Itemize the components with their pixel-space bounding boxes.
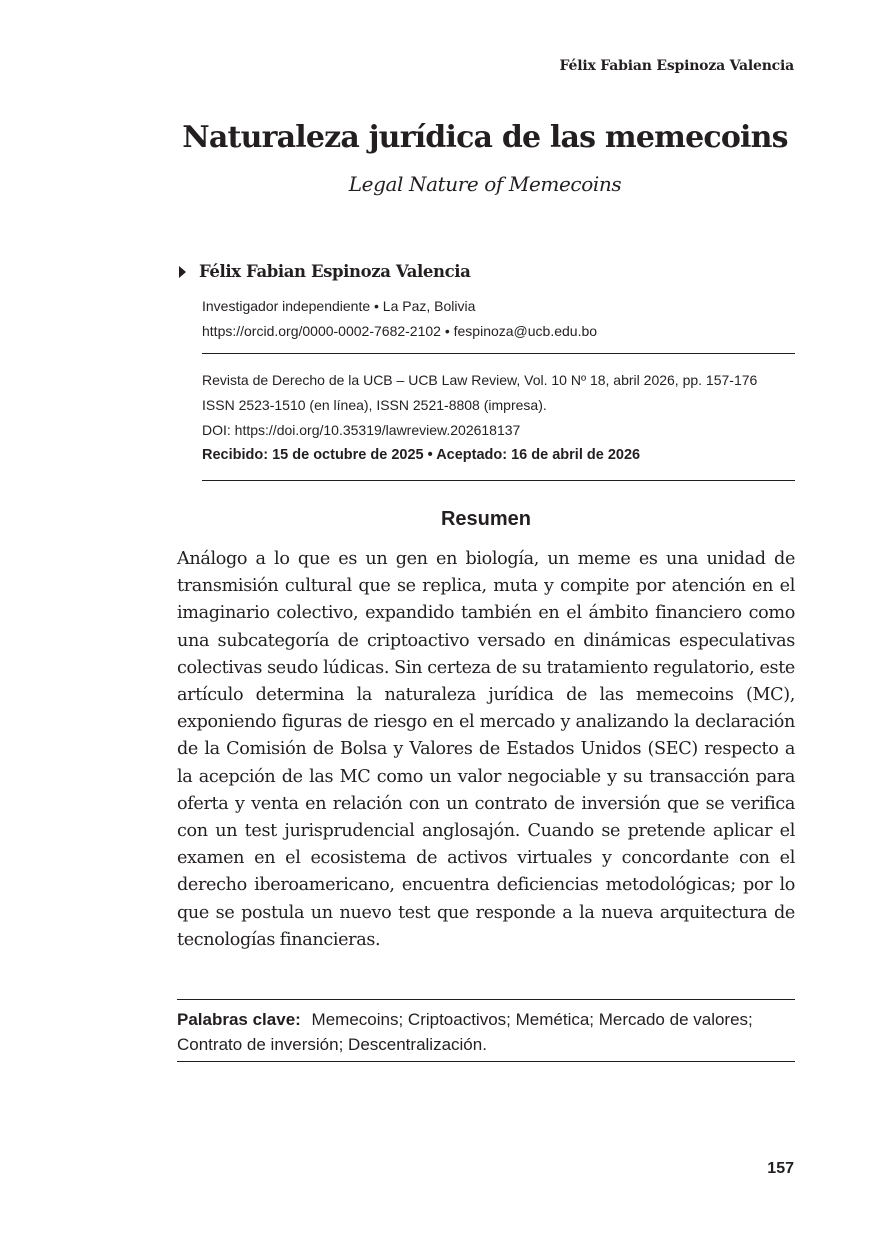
author-row [178,262,470,281]
received-accepted-dates: Recibido: 15 de octubre de 2025 • Aceptado: 16 de abril de 2026 [202,447,641,463]
divider-top [202,353,795,354]
journal-citation: Revista de Derecho de la UCB – UCB Law Review, Vol. 10 Nº 18, abril 2026, pp. 157-176 [202,372,758,388]
author-contact: https://orcid.org/0000-0002-7682-2102 • fespinoza@ucb.edu.bo [202,323,598,339]
article-title: Naturaleza jurídica de las memecoins [182,120,788,155]
abstract-body: Análogo a lo que es un gen en biología, un meme es una unidad de transmisión cultural que se replica, muta y compite por atención en el imaginario colectivo, expandido también en el ámbito financiero como una subcategoría de criptoactivo versado en dinámicas especulativas colectivas seudo lúdicas. Sin certeza de su tratamiento regulatorio, este artículo determina la naturaleza jurídica de las memecoins (MC), exponiendo figuras de riesgo en el mercado y analizando la declaración de la Comisión de Bolsa y Valores de Estados Unidos (SEC) respecto a la acepción de las MC como un valor negociable y su transacción para oferta y venta en relación con un contrato de inversión que se verifica con un test jurisprudencial anglosajón. Cuando se pretende aplicar el examen en el ecosistema de activos virtuales y concordante con el derecho iberoamericano, encuentra deficiencias metodológicas; por lo que se postula un nuevo test que responde a la nueva arquitectura de tecnologías financieras. [177,549,795,950]
keywords-top-rule [177,999,795,1000]
keywords-label: Palabras clave: [177,1010,301,1029]
issn-line: ISSN 2523-1510 (en línea), ISSN 2521-8808 (impresa). [202,397,547,413]
doi-line: DOI: https://doi.org/10.35319/lawreview.202618137 [202,422,521,438]
keywords-block [177,1007,795,1057]
publication-info [202,368,797,468]
keywords-list: Memecoins; Criptoactivos; Memética; Mercado de valores; Contrato de inversión; Descentralización. [177,1010,753,1054]
author-affiliation: Investigador independiente • La Paz, Bolivia [202,298,476,314]
keywords-bottom-rule [177,1061,795,1062]
triangle-bullet-icon [179,266,186,278]
page-number: 157 [767,1160,794,1177]
divider-middle [202,480,795,481]
article-subtitle: Legal Nature of Memecoins [348,172,622,196]
author-name: Félix Fabian Espinoza Valencia [199,262,471,281]
running-head: Félix Fabian Espinoza Valencia [559,58,794,74]
abstract-heading: Resumen [440,508,532,530]
author-details [202,294,597,344]
